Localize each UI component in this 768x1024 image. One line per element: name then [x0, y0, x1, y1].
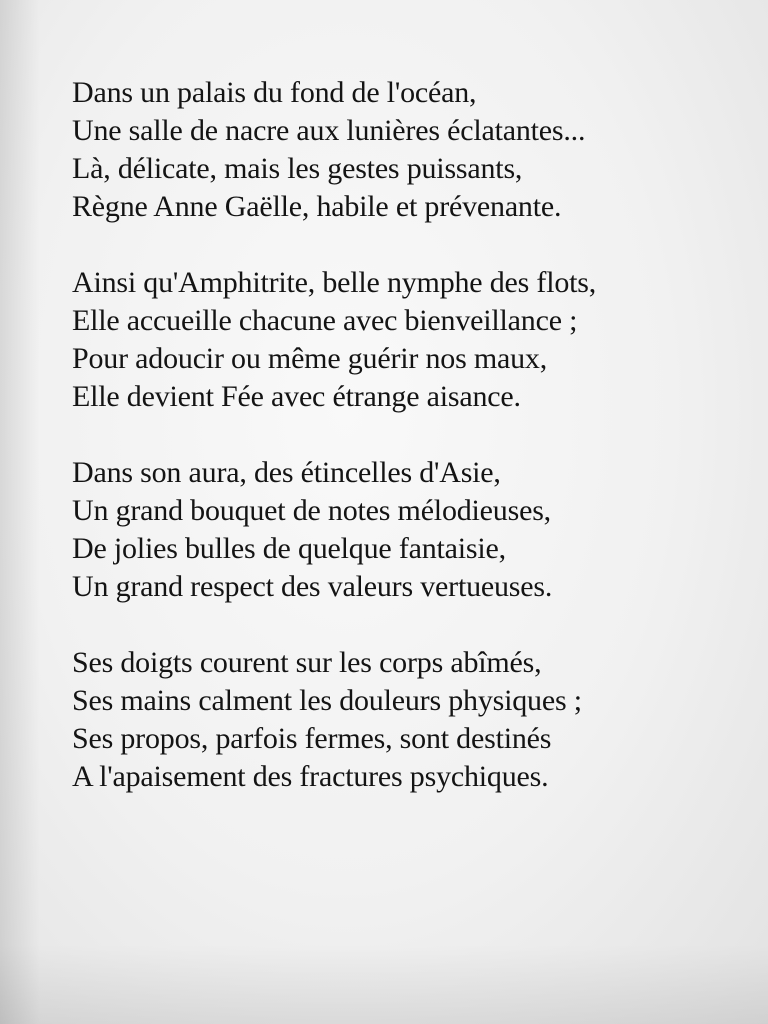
poem-line: Ses doigts courent sur les corps abîmés, [72, 646, 542, 679]
stanza-4 [72, 644, 762, 796]
poem-line: A l'apaisement des fractures psychiques. [72, 760, 549, 793]
poem-line: De jolies bulles de quelque fantaisie, [72, 532, 506, 565]
poem-line: Pour adoucir ou même guérir nos maux, [72, 342, 547, 375]
poem-line: Ses propos, parfois fermes, sont destinés [72, 722, 552, 755]
stanza-2 [72, 264, 762, 416]
poem-line: Ainsi qu'Amphitrite, belle nymphe des flots, [72, 266, 597, 299]
poem [72, 74, 762, 796]
poem-line: Dans son aura, des étincelles d'Asie, [72, 456, 501, 489]
poem-line: Une salle de nacre aux lunières éclatantes... [72, 114, 586, 147]
poem-line: Un grand bouquet de notes mélodieuses, [72, 494, 551, 527]
poem-line: Elle devient Fée avec étrange aisance. [72, 380, 521, 413]
stanza-1 [72, 74, 762, 226]
poem-line: Elle accueille chacune avec bienveillance ; [72, 304, 578, 337]
stanza-3 [72, 454, 762, 606]
poem-line: Règne Anne Gaëlle, habile et prévenante. [72, 190, 562, 223]
page-shadow-bottom [0, 944, 768, 1024]
poem-line: Un grand respect des valeurs vertueuses. [72, 570, 553, 603]
poem-line: Ses mains calment les douleurs physiques ; [72, 684, 582, 717]
poem-line: Dans un palais du fond de l'océan, [72, 76, 477, 109]
poem-line: Là, délicate, mais les gestes puissants, [72, 152, 523, 185]
page-shadow-left [0, 0, 40, 1024]
